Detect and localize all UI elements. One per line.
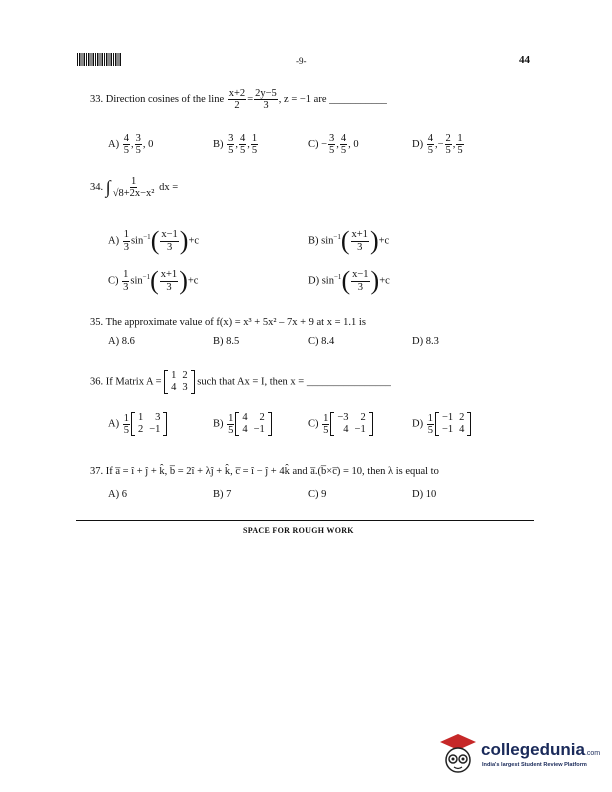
- q36-option-b[interactable]: B) $\frac{1}{5}$ 4 2 4 −1: [213, 412, 272, 436]
- q34-option-a[interactable]: A) $\frac{1}{3}$ $\sin^{-1}$( $\frac{x-1}{3}$ )+c: [108, 226, 200, 255]
- question-33: 33. Direction cosines of the line $\frac{x+2}{2}$ = $\frac{2y-5}{3}$ , z = −1 are ___________: [90, 88, 387, 112]
- brand-name: collegedunia.com: [481, 740, 601, 759]
- collegedunia-logo: [434, 730, 604, 780]
- mascot-icon: [434, 730, 480, 776]
- q36-option-a[interactable]: A) $\frac{1}{5}$ 1 3 2 −1: [108, 412, 167, 436]
- q36-option-d[interactable]: D) $\frac{1}{5}$ −1 2 −1 4: [412, 412, 471, 436]
- q34-option-c[interactable]: C) $\frac{1}{3}$ $\sin^{-1}$( $\frac{x+1}{3}$ )+c: [108, 266, 199, 295]
- q37-option-c[interactable]: C) 9: [308, 489, 327, 500]
- rough-work-label: SPACE FOR ROUGH WORK: [243, 526, 354, 535]
- q36-option-c[interactable]: C) $\frac{1}{5}$ −3 2 4 −1: [308, 412, 373, 436]
- question-37: 37. If a̅ = î + ĵ + k̂, b̅ = 2î + λĵ + k̂, c̅ = î − ĵ + 4k̂ and a̅.(b̅×c̅) = 10, then λ is equal to: [90, 466, 439, 477]
- q37-option-d[interactable]: D) 10: [412, 489, 437, 500]
- brand-tagline: India's largest Student Review Platform: [482, 762, 587, 768]
- q37-option-a[interactable]: A) 6: [108, 489, 127, 500]
- q34-option-b[interactable]: B) $\sin^{-1}$( $\frac{x+1}{3}$ )+c: [308, 226, 390, 255]
- q33-option-b[interactable]: B) $\frac{3}{5}$ , $\frac{4}{5}$ , $\frac{1}{5}$: [213, 133, 258, 157]
- divider: [76, 520, 534, 521]
- q33-option-d[interactable]: D) $\frac{4}{5}$ ,− $\frac{2}{5}$ , $\frac{1}{5}$: [412, 133, 463, 157]
- question-34: 34. ∫ $\frac{1}{\text{√8+2x−x²}}$ dx =: [90, 176, 179, 200]
- question-35: 35. The approximate value of f(x) = x³ + 5x² – 7x + 9 at x = 1.1 is: [90, 317, 366, 328]
- barcode: [77, 53, 121, 66]
- q33-option-a[interactable]: A) $\frac{4}{5}$ , $\frac{3}{5}$ , 0: [108, 133, 154, 157]
- q33-option-c[interactable]: C) − $\frac{3}{5}$ , $\frac{4}{5}$ , 0: [308, 133, 359, 157]
- q35-option-b[interactable]: B) 8.5: [213, 336, 240, 347]
- page-number: 44: [519, 54, 530, 66]
- q35-option-a[interactable]: A) 8.6: [108, 336, 135, 347]
- q34-option-d[interactable]: D) $\sin^{-1}$( $\frac{x-1}{3}$ )+c: [308, 266, 390, 295]
- page-marker: -9-: [296, 56, 307, 66]
- question-36: 36. If Matrix A = 1 2 4 3 such that Ax = I, then x = ________________: [90, 370, 391, 394]
- q35-option-c[interactable]: C) 8.4: [308, 336, 335, 347]
- q35-option-d[interactable]: D) 8.3: [412, 336, 439, 347]
- matrix-a: 1 2 4 3: [164, 370, 195, 394]
- q37-option-b[interactable]: B) 7: [213, 489, 232, 500]
